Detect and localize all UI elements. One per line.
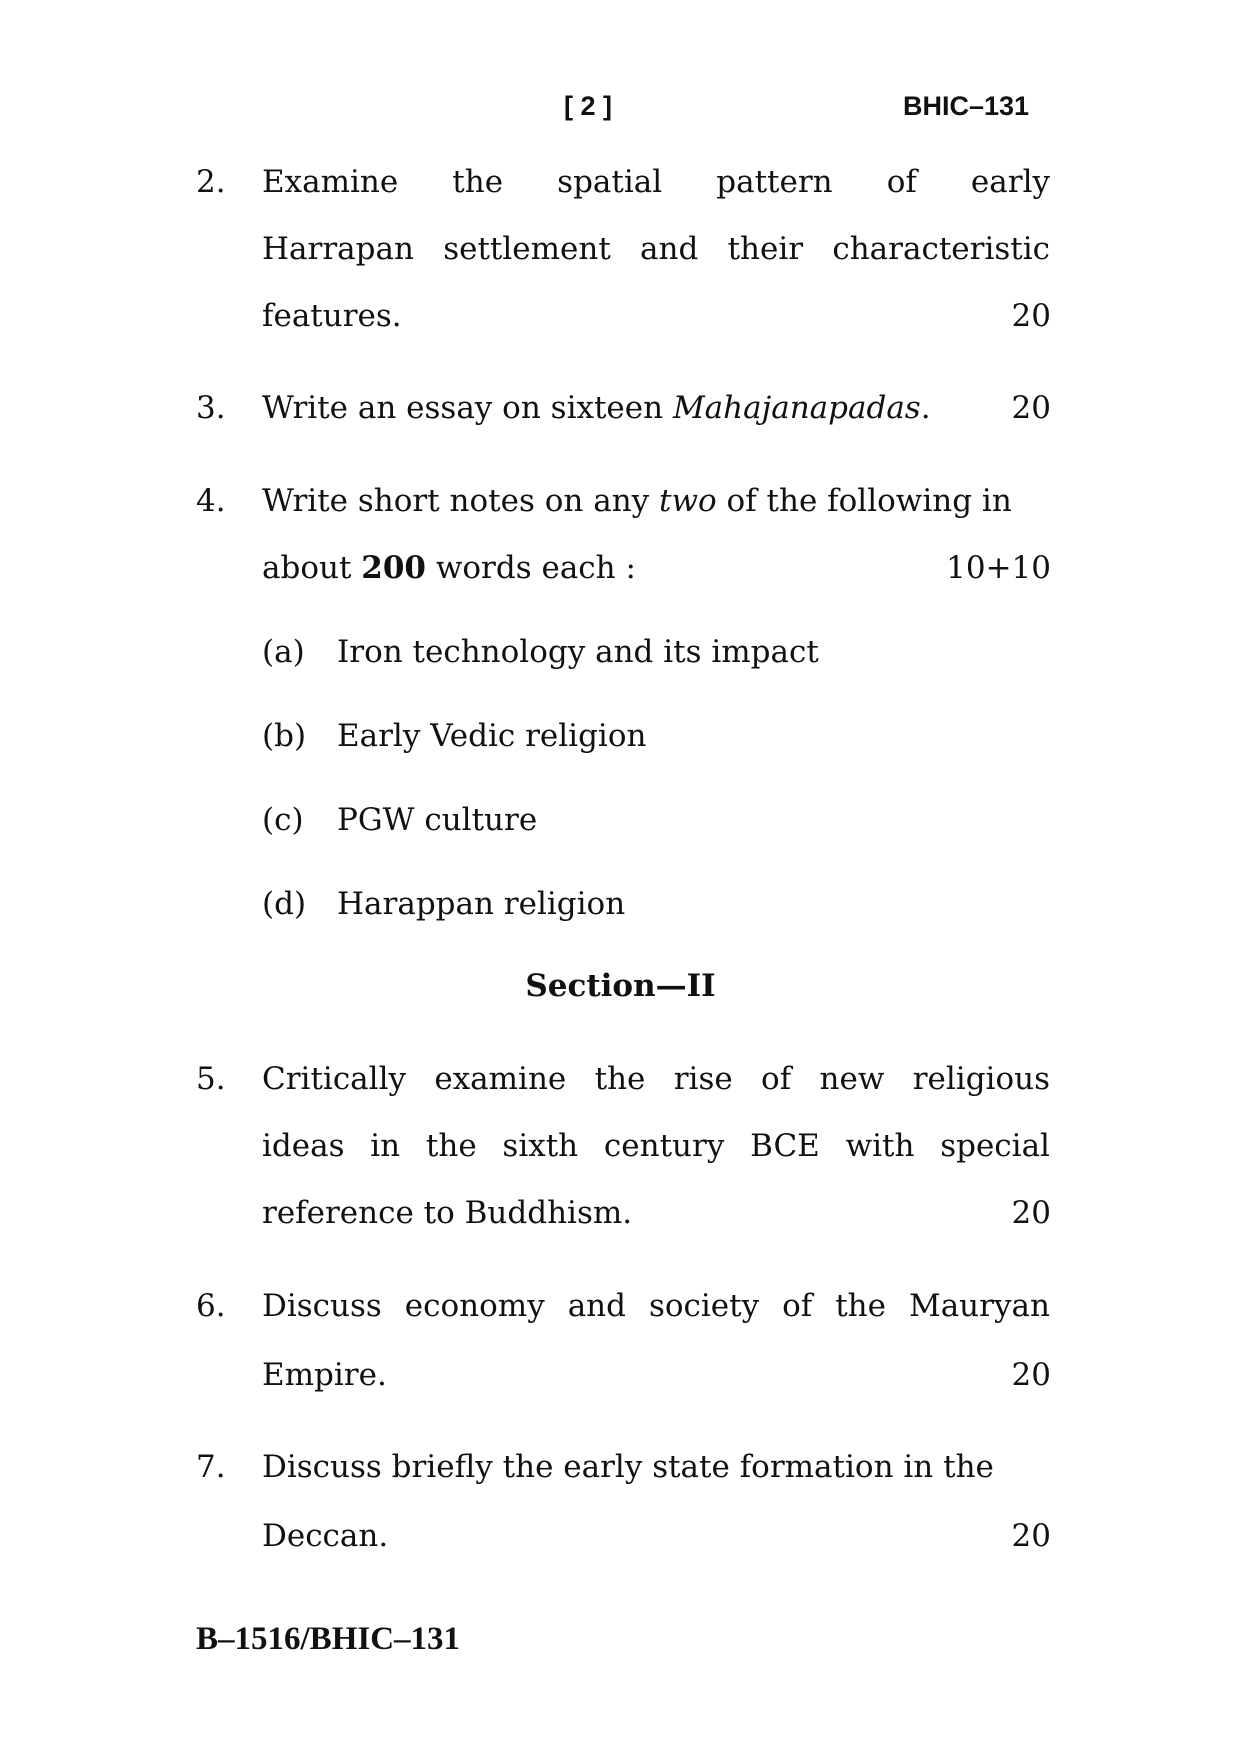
word: of [782, 1288, 813, 1324]
page-number: [ 2 ] [564, 91, 613, 121]
word: economy [404, 1288, 545, 1324]
word: ideas [262, 1128, 345, 1164]
sub-item-text: Early Vedic religion [337, 718, 647, 754]
word: and [567, 1288, 626, 1324]
course-code: BHIC–131 [903, 91, 1030, 121]
sub-item-text: PGW culture [337, 802, 538, 838]
question-number: 6. [196, 1288, 226, 1324]
sub-item-text: Harappan religion [337, 886, 626, 922]
word: of [761, 1061, 792, 1097]
word: rise [673, 1061, 733, 1097]
word: settlement [443, 231, 611, 267]
question-marks: 20 [1011, 1357, 1051, 1393]
sub-item-text: Iron technology and its impact [337, 634, 819, 670]
word: Critically [262, 1061, 407, 1097]
question-marks: 20 [1011, 1518, 1051, 1554]
question-marks: 20 [1011, 1195, 1051, 1231]
question-6-line-2: Empire. [262, 1357, 387, 1393]
sub-item-label: (b) [262, 718, 307, 754]
word: the [425, 1128, 477, 1164]
text: about [262, 550, 362, 586]
word: BCE [750, 1128, 820, 1164]
word: the [594, 1061, 646, 1097]
word: of [886, 164, 917, 200]
question-2-line-3: features. [262, 298, 402, 334]
question-number: 5. [196, 1061, 226, 1097]
question-2-line-2 [262, 229, 1050, 269]
question-number: 4. [196, 483, 226, 519]
question-4-line-1 [262, 481, 1012, 521]
text: Write an essay on sixteen [262, 390, 673, 426]
question-6-line-1 [262, 1286, 1050, 1326]
word: the [452, 164, 504, 200]
word: Examine [262, 164, 399, 200]
word: pattern [716, 164, 833, 200]
question-number: 3. [196, 390, 226, 426]
sub-item-label: (a) [262, 634, 305, 670]
question-7-line-1: Discuss briefly the early state formation in the [262, 1449, 994, 1485]
word: Mauryan [908, 1288, 1050, 1324]
word: century [603, 1128, 725, 1164]
question-4-line-2 [262, 548, 636, 588]
question-5-line-1 [262, 1059, 1050, 1099]
question-number: 2. [196, 164, 226, 200]
question-2-line-1 [262, 162, 1050, 202]
text: of the following in [716, 483, 1012, 519]
word: religious [912, 1061, 1050, 1097]
word: examine [434, 1061, 567, 1097]
word: their [727, 231, 804, 267]
question-marks: 10+10 [946, 550, 1051, 586]
word: Discuss [262, 1288, 382, 1324]
word: society [648, 1288, 760, 1324]
question-marks: 20 [1011, 390, 1051, 426]
question-3-text [262, 388, 931, 428]
word: early [970, 164, 1050, 200]
text: Write short notes on any [262, 483, 660, 519]
word: characteristic [832, 231, 1050, 267]
text: words each : [426, 550, 636, 586]
question-marks: 20 [1011, 298, 1051, 334]
sub-item-label: (c) [262, 802, 304, 838]
italic-word: two [659, 483, 717, 519]
word: in [370, 1128, 401, 1164]
question-7-line-2: Deccan. [262, 1518, 389, 1554]
word: and [640, 231, 699, 267]
bold-number: 200 [361, 550, 426, 586]
sub-item-label: (d) [262, 886, 307, 922]
word: with [845, 1128, 915, 1164]
question-number: 7. [196, 1449, 226, 1485]
word: special [940, 1128, 1050, 1164]
text: . [920, 390, 931, 426]
word: Harrapan [262, 231, 414, 267]
word: the [835, 1288, 886, 1324]
section-heading: Section—II [525, 968, 716, 1004]
word: sixth [502, 1128, 579, 1164]
word: spatial [557, 164, 663, 200]
question-5-line-3: reference to Buddhism. [262, 1195, 633, 1231]
question-5-line-2 [262, 1126, 1050, 1166]
footer-code: B–1516/BHIC–131 [196, 1621, 461, 1657]
word: new [819, 1061, 885, 1097]
italic-term: Mahajanapadas [672, 390, 921, 426]
